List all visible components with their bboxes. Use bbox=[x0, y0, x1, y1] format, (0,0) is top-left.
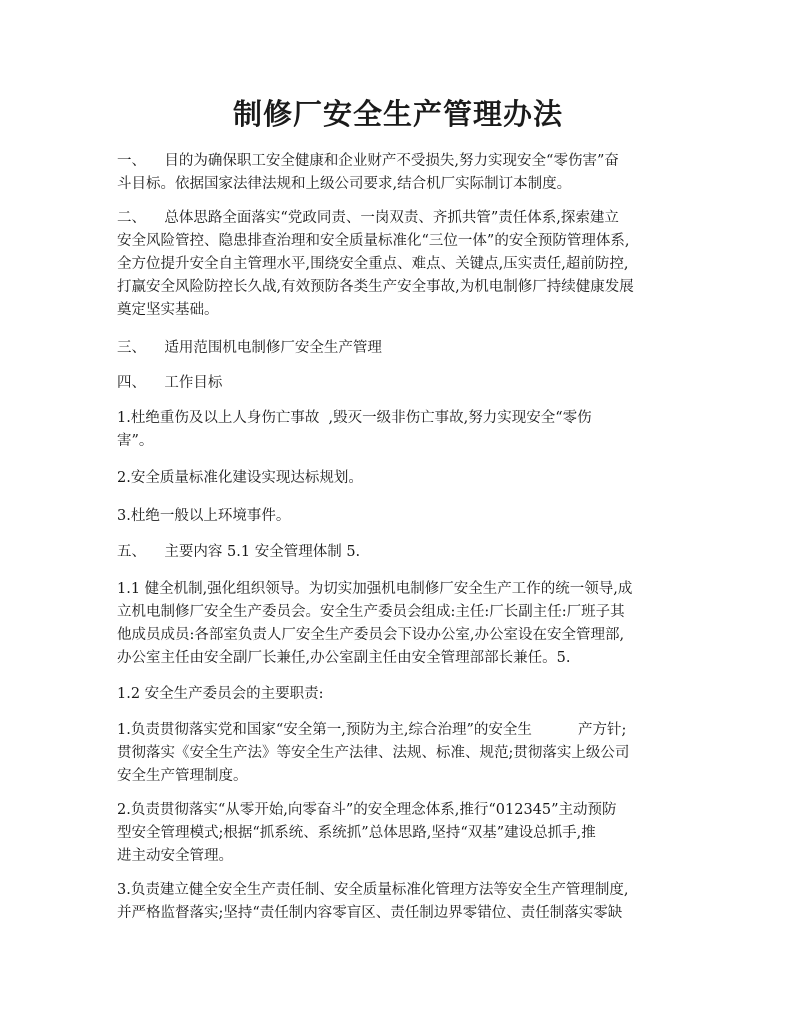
paragraph bbox=[117, 879, 687, 925]
paragraph-line: 打赢安全风险防控长久战,有效预防各类生产安全事故,为机电制修厂持续健康发展 bbox=[117, 279, 634, 295]
page-title: 制修厂安全生产管理办法 bbox=[232, 97, 563, 131]
paragraph bbox=[117, 683, 687, 706]
paragraph-line: 3.负责建立健全安全生产责任制、安全质量标准化管理方法等安全生产管理制度, bbox=[117, 882, 629, 898]
paragraph-line: 进主动安全管理。 bbox=[117, 848, 233, 864]
paragraph-line: 二、 总体思路全面落实“党政同责、一岗双责、齐抓共管”责任体系,探索建立 bbox=[117, 210, 619, 226]
paragraph bbox=[117, 150, 687, 196]
paragraph bbox=[117, 467, 687, 490]
paragraph-line: 1.负责贯彻落实党和国家“安全第一,预防为主,综合治理”的安全生 产方针; bbox=[117, 722, 627, 738]
paragraph-line: 办公室主任由安全副厂长兼任,办公室副主任由安全管理部部长兼任。5. bbox=[117, 650, 571, 666]
paragraph-line: 1.1 健全机制,强化组织领导。为切实加强机电制修厂安全生产工作的统一领导,成 bbox=[117, 581, 633, 597]
paragraph-line: 立机电制修厂安全生产委员会。安全生产委员会组成:主任:厂长副主任:厂班子其 bbox=[117, 604, 625, 620]
paragraph-line: 三、 适用范围机电制修厂安全生产管理 bbox=[117, 340, 382, 356]
paragraph-line: 3.杜绝一般以上环境事件。 bbox=[117, 508, 291, 524]
paragraph-line: 型安全管理模式;根据“抓系统、系统抓”总体思路,坚持“双基”建设总抓手,推 bbox=[117, 825, 596, 841]
paragraph bbox=[117, 578, 687, 670]
paragraph bbox=[117, 799, 687, 868]
paragraph bbox=[117, 505, 687, 528]
paragraph-line: 1.杜绝重伤及以上人身伤亡事故 ,毁灭一级非伤亡事故,努力实现安全“零伤 bbox=[117, 410, 592, 426]
paragraph-line: 他成员成员:各部室负责人厂安全生产委员会下设办公室,办公室设在安全管理部, bbox=[117, 627, 625, 643]
paragraph-line: 斗目标。依据国家法律法规和上级公司要求,结合机厂实际制订本制度。 bbox=[117, 176, 572, 192]
paragraph bbox=[117, 407, 687, 453]
paragraph-line: 四、 工作目标 bbox=[117, 375, 223, 391]
paragraph bbox=[117, 719, 687, 788]
paragraph bbox=[117, 207, 687, 322]
paragraph bbox=[117, 372, 687, 395]
paragraph-line: 安全生产管理制度。 bbox=[117, 768, 248, 784]
paragraph-line: 全方位提升安全自主管理水平,围绕安全重点、难点、关键点,压实责任,超前防控, bbox=[117, 256, 629, 272]
paragraph bbox=[117, 541, 687, 564]
paragraph-line: 2.负责贯彻落实“从零开始,向零奋斗”的安全理念体系,推行“012345”主动预防 bbox=[117, 802, 617, 818]
paragraph-line: 贯彻落实《安全生产法》等安全生产法律、法规、标准、规范;贯彻落实上级公司 bbox=[117, 745, 630, 761]
paragraph-line: 害”。 bbox=[117, 433, 154, 449]
paragraph-line: 安全风险管控、隐患排查治理和安全质量标准化“三位一体”的安全预防管理体系, bbox=[117, 233, 630, 249]
paragraph-line: 五、 主要内容 5.1 安全管理体制 5. bbox=[117, 544, 361, 560]
paragraph-line: 一、 目的为确保职工安全健康和企业财产不受损失,努力实现安全“零伤害”奋 bbox=[117, 153, 619, 169]
paragraph-line: 并严格监督落实;坚持“责任制内容零盲区、责任制边界零错位、责任制落实零缺 bbox=[117, 905, 623, 921]
paragraph-line: 2.安全质量标准化建设实现达标规划。 bbox=[117, 470, 363, 486]
paragraph-line: 1.2 安全生产委员会的主要职责: bbox=[117, 686, 324, 702]
paragraph-line: 奠定坚实基础。 bbox=[117, 302, 219, 318]
paragraph bbox=[117, 337, 687, 360]
